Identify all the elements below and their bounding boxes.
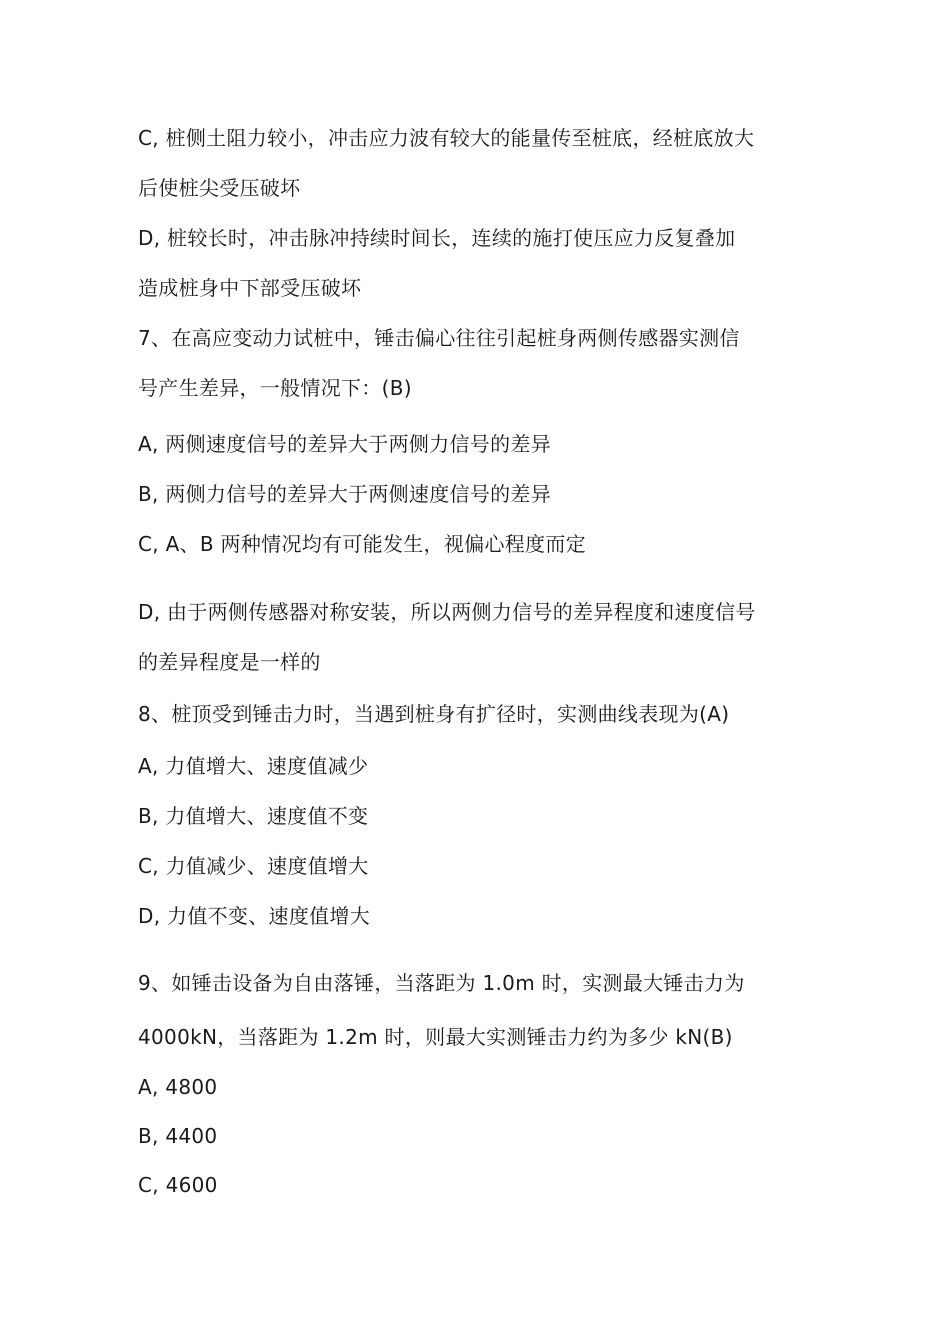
text-line: 造成桩身中下部受压破坏 [138, 276, 362, 300]
option-a: A, 4800 [138, 1075, 218, 1099]
text-line: 后使桩尖受压破坏 [138, 176, 301, 200]
option-c: C, 力值减少、速度值增大 [138, 854, 369, 878]
option-b: B, 力值增大、速度值不变 [138, 804, 369, 828]
question-9: 9、如锤击设备为自由落锤，当落距为 1.0m 时，实测最大锤击力为 [138, 971, 745, 995]
text-line: 的差异程度是一样的 [138, 650, 321, 674]
option-a: A, 两侧速度信号的差异大于两侧力信号的差异 [138, 432, 551, 456]
question-8: 8、桩顶受到锤击力时，当遇到桩身有扩径时，实测曲线表现为(A) [138, 702, 730, 726]
option-b: B, 4400 [138, 1124, 218, 1148]
option-d: D, 由于两侧传感器对称安装，所以两侧力信号的差异程度和速度信号 [138, 600, 756, 624]
option-c: C, A、B 两种情况均有可能发生，视偏心程度而定 [138, 532, 586, 556]
option-a: A, 力值增大、速度值减少 [138, 754, 369, 778]
text-line: D, 桩较长时，冲击脉冲持续时间长，连续的施打使压应力反复叠加 [138, 226, 736, 250]
text-line: 4000kN，当落距为 1.2m 时，则最大实测锤击力约为多少 kN(B) [138, 1025, 733, 1049]
text-line: C, 桩侧土阻力较小，冲击应力波有较大的能量传至桩底，经桩底放大 [138, 126, 755, 150]
text-line: 号产生差异，一般情况下：(B) [138, 376, 412, 400]
question-7: 7、在高应变动力试桩中，锤击偏心往往引起桩身两侧传感器实测信 [138, 326, 740, 350]
option-d: D, 力值不变、速度值增大 [138, 904, 371, 928]
option-b: B, 两侧力信号的差异大于两侧速度信号的差异 [138, 482, 552, 506]
option-c: C, 4600 [138, 1173, 218, 1197]
